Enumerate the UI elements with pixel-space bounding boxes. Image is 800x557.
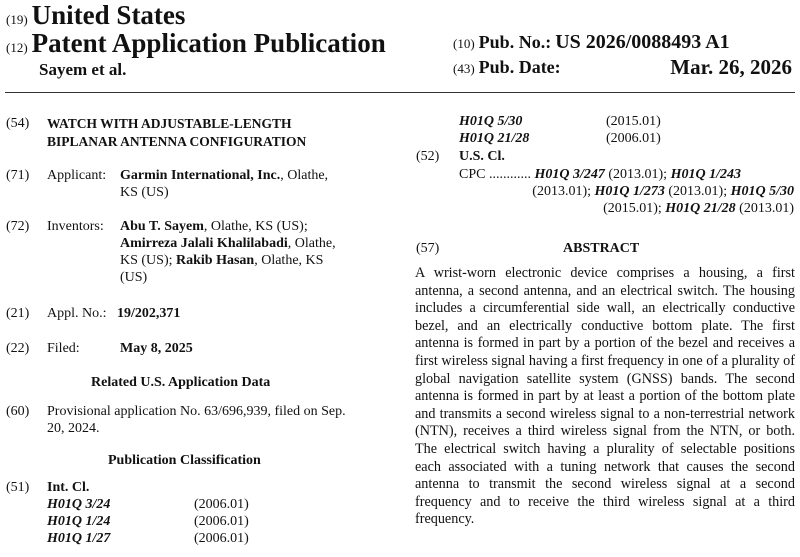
inventor-3-location: , Olathe, KS xyxy=(254,253,324,268)
pub-no-label: Pub. No.: xyxy=(478,32,552,52)
pub-number-line xyxy=(453,31,730,54)
intcl-version-4: (2015.01) xyxy=(606,114,661,129)
intcl-code: (51) xyxy=(6,480,30,495)
inventor-2 xyxy=(120,235,336,252)
pub-date-label: Pub. Date: xyxy=(478,57,561,77)
inventor-3-location-2: (US) xyxy=(120,270,148,285)
pub-date: Mar. 26, 2026 xyxy=(670,55,792,79)
cpc-line2 xyxy=(532,183,794,200)
inventor-3 xyxy=(120,252,323,269)
header-divider xyxy=(5,92,795,93)
applicant-code: (71) xyxy=(6,168,30,183)
cpc-code-3: H01Q 1/273 xyxy=(594,184,665,199)
applicant-name: Garmin International, Inc. xyxy=(120,168,281,183)
inventors-code: (72) xyxy=(6,219,30,234)
inventor-2-name: Amirreza Jalali Khalilabadi xyxy=(120,236,288,251)
applicant-location: , Olathe, xyxy=(280,168,329,183)
appl-code: (21) xyxy=(6,306,30,321)
country-code: (19) xyxy=(6,12,28,27)
intcl-version-3: (2006.01) xyxy=(194,531,249,546)
applicant-label: Applicant: xyxy=(47,168,107,183)
cpc-label: CPC ............ xyxy=(459,167,531,182)
publication-classification-heading: Publication Classification xyxy=(108,453,261,468)
publication-type: Patent Application Publication xyxy=(31,28,386,58)
invention-title-line2: BIPLANAR ANTENNA CONFIGURATION xyxy=(47,134,307,149)
intcl-code-1: H01Q 3/24 xyxy=(47,497,111,512)
intcl-code-3: H01Q 1/27 xyxy=(47,531,111,546)
pub-date-code: (43) xyxy=(453,61,475,76)
cpc-code-5: H01Q 21/28 xyxy=(665,201,736,216)
cpc-version-3: (2013.01); xyxy=(668,184,728,199)
publication-type-line xyxy=(6,28,386,58)
cpc-line1 xyxy=(459,166,741,183)
pub-no: US 2026/0088493 A1 xyxy=(555,31,730,53)
inventor-1 xyxy=(120,218,308,235)
cpc-version-1: (2013.01); xyxy=(608,167,668,182)
uscl-label: U.S. Cl. xyxy=(459,149,505,164)
inventors-label: Inventors: xyxy=(47,219,104,234)
intcl-code-4: H01Q 5/30 xyxy=(459,114,523,129)
cpc-code-1: H01Q 3/247 xyxy=(534,167,605,182)
intcl-version-1: (2006.01) xyxy=(194,497,249,512)
appl-number: 19/202,371 xyxy=(117,306,181,321)
provisional-line1: Provisional application No. 63/696,939, filed on Sep. xyxy=(47,404,346,419)
pub-date-line xyxy=(453,57,561,78)
filed-date: May 8, 2025 xyxy=(120,341,193,356)
intcl-code-2: H01Q 1/24 xyxy=(47,514,111,529)
inventor-1-location: , Olathe, KS (US); xyxy=(203,219,308,234)
intcl-label: Int. Cl. xyxy=(47,480,90,495)
abstract-text: A wrist-worn electronic device comprises a housing, a first antenna, a second antenna, and an electrical switch. The housing includes a circumferential side wall, an electrically conductive bezel, and an electrically conductive bottom plate. The first antenna is formed in part by a portion of the bezel and receives a first wireless signal having a first frequency in one of a plurality of global navigation satellite system (GNSS) bands. The second antenna is formed in part by at least a portion of the bottom plate and transmits a second wireless signal to a non-terrestrial network (NTN), receives a third wireless signal from the NTN, or both. The electrical switch having a plurality of selectable positions each associated with a tuning network that causes the second antenna to transmit the second wireless signal at a second frequency and to receive the third wireless signal at a third frequency. xyxy=(415,265,795,528)
intcl-version-5: (2006.01) xyxy=(606,131,661,146)
abstract-code: (57) xyxy=(416,241,440,256)
invention-title-line1: WATCH WITH ADJUSTABLE-LENGTH xyxy=(47,116,292,131)
intcl-version-2: (2006.01) xyxy=(194,514,249,529)
intcl-code-5: H01Q 21/28 xyxy=(459,131,530,146)
type-code: (12) xyxy=(6,40,28,55)
inventor-2-location: , Olathe, xyxy=(287,236,336,251)
inventor-3-name: Rakib Hasan xyxy=(176,253,255,268)
country-line xyxy=(6,0,185,30)
filed-label: Filed: xyxy=(47,341,80,356)
provisional-code: (60) xyxy=(6,404,30,419)
uscl-code: (52) xyxy=(416,149,440,164)
title-code: (54) xyxy=(6,116,30,131)
filed-code: (22) xyxy=(6,341,30,356)
inventor-1-name: Abu T. Sayem xyxy=(120,219,204,234)
abstract-heading: ABSTRACT xyxy=(563,241,640,256)
pub-no-code: (10) xyxy=(453,36,475,51)
cpc-version-2: (2013.01); xyxy=(532,184,591,199)
abstract-body xyxy=(415,265,795,529)
cpc-version-4: (2015.01); xyxy=(603,201,662,216)
appl-label: Appl. No.: xyxy=(47,306,107,321)
cpc-code-2: H01Q 1/243 xyxy=(670,167,741,182)
cpc-version-5: (2013.01) xyxy=(739,201,794,216)
related-data-heading: Related U.S. Application Data xyxy=(91,375,271,390)
authors: Sayem et al. xyxy=(39,60,127,79)
inventor-2-location-2: KS (US); xyxy=(120,253,177,268)
provisional-line2: 20, 2024. xyxy=(47,421,100,436)
applicant-location-2: KS (US) xyxy=(120,185,169,200)
cpc-code-4: H01Q 5/30 xyxy=(730,184,794,199)
cpc-line3 xyxy=(603,200,794,217)
country: United States xyxy=(31,0,186,30)
applicant xyxy=(120,167,328,184)
